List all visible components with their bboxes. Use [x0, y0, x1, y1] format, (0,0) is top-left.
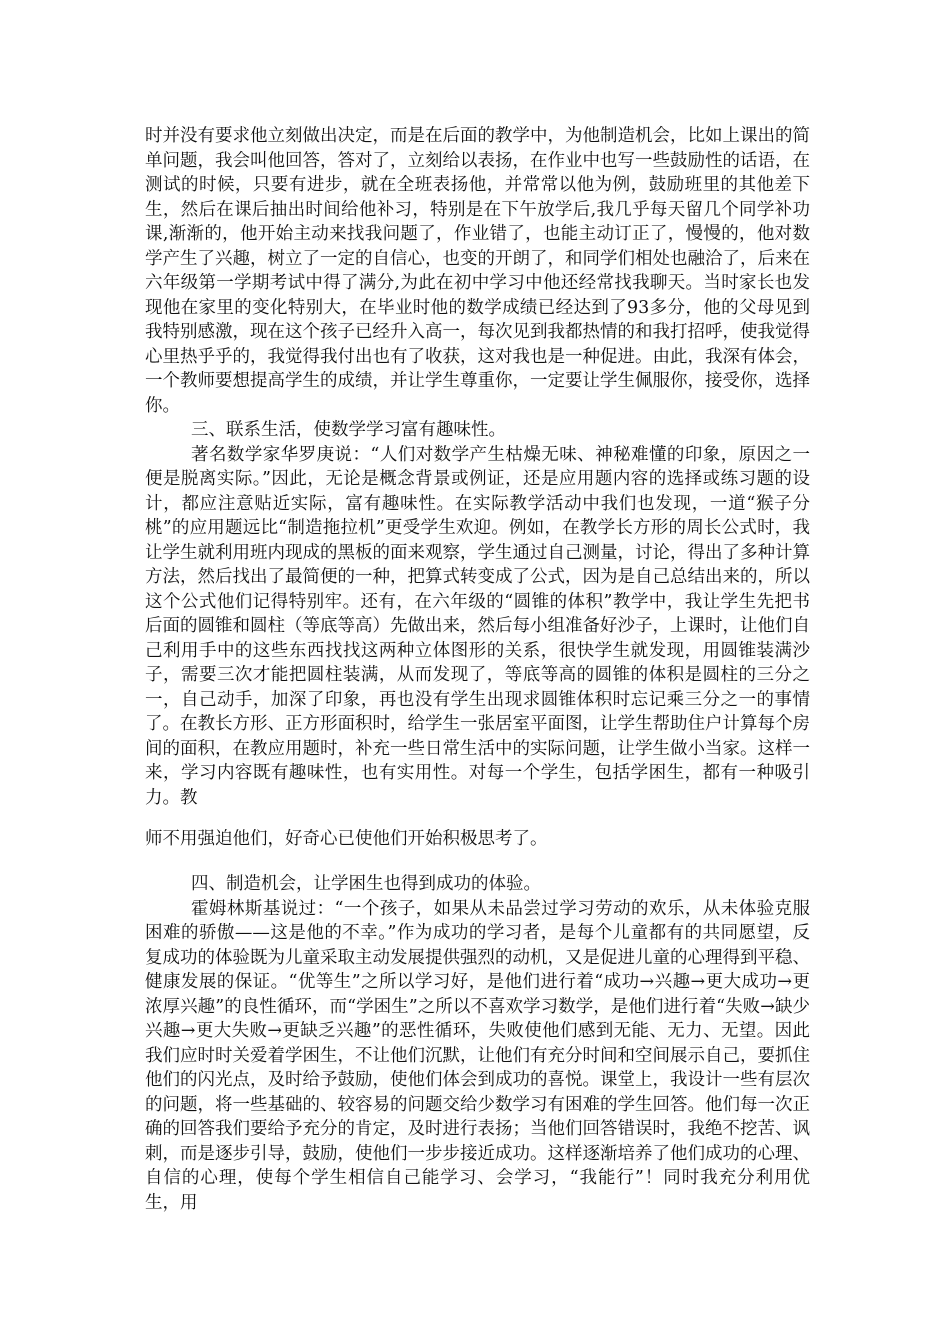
text-block-upper — [145, 124, 810, 810]
paragraph-section-3-end: 师不用强迫他们，好奇心已使他们开始积极思考了。 — [145, 829, 548, 849]
paragraph-continuation: 时并没有要求他立刻做出决定，而是在后面的教学中，为他制造机会，比如上课出的简单问题，我会叫他回答，答对了，立刻给以表扬，在作业中也写一些鼓励性的话语，在测试的时候，只要有进步，就在全班表扬他，并常常以他为例，鼓励班里的其他差下生，然后在课后抽出时间给他补习，特别是在下午放学后,我几乎每天留几个同学补功课,渐渐的，他开始主动来找我问题了，作业错了，也能主动订正了，慢慢的，他对数学产生了兴趣，树立了一定的自信心，也变的开朗了，和同学们相处也融洽了，后来在六年级第一学期考试中得了满分,为此在初中学习中他还经常找我聊天。当时家长也发现他在家里的变化特别大，在毕业时他的数学成绩已经达到了93多分，他的父母见到我特别感激，现在这个孩子已经升入高一，每次见到我都热情的和我打招呼，使我觉得心里热乎乎的，我觉得我付出也有了收获，这对我也是一种促进。由此，我深有体会，一个教师要想提高学生的成绩，并让学生尊重你，一定要让学生佩服你，接受你，选择你。 — [145, 126, 810, 416]
section-heading-3: 三、联系生活，使数学学习富有趣味性。 — [191, 420, 506, 440]
section-heading-4: 四、制造机会，让学困生也得到成功的体验。 — [191, 874, 541, 894]
text-block-middle — [145, 827, 810, 852]
paragraph-section-4: 霍姆林斯基说过：“一个孩子，如果从未品尝过学习劳动的欢乐，从未体验克服困难的骄傲——这是他的不幸。”作为成功的学习者，是每个儿童都有的共同愿望，反复成功的体验既为儿童采取主动发展提供强烈的动机，又是促进儿童的心理得到平稳、健康发展的保证。“优等生”之所以学习好，是他们进行着“成功→兴趣→更大成功→更浓厚兴趣”的良性循环，而“学困生”之所以不喜欢学习数学，是他们进行着“失败→缺少兴趣→更大失败→更缺乏兴趣”的恶性循环，失败使他们感到无能、无力、无望。因此我们应时时关爱着学困生，不让他们沉默，让他们有充分时间和空间展示自己，要抓住他们的闪光点，及时给予鼓励，使他们体会到成功的喜悦。课堂上，我设计一些有层次的问题，将一些基础的、较容易的问题交给少数学习有困难的学生回答。他们每一次正确的回答我们要给予充分的肯定，及时进行表扬；当他们回答错误时，我绝不挖苦、讽刺，而是逐步引导，鼓励，使他们一步步接近成功。这样逐渐培养了他们成功的心理、自信的心理，使每个学生相信自己能学习、会学习，“我能行”！同时我充分利用优生，用 — [145, 898, 810, 1213]
text-block-lower — [145, 872, 810, 1215]
paragraph-section-3: 著名数学家华罗庚说：“人们对数学产生枯燥无味、神秘难懂的印象，原因之一便是脱离实际。”因此，无论是概念背景或例证，还是应用题内容的选择或练习题的设计，都应注意贴近实际，富有趣味性。在实际教学活动中我们也发现，一道“猴子分桃”的应用题远比“制造拖拉机”更受学生欢迎。例如，在教学长方形的周长公式时，我让学生就利用班内现成的黑板的面来观察，学生通过自己测量，讨论，得出了多种计算方法，然后找出了最简便的一种，把算式转变成了公式，因为是自己总结出来的，所以这个公式他们记得特别牢。还有，在六年级的“圆锥的体积”教学中，我让学生先把书后面的圆锥和圆柱（等底等高）先做出来，然后每小组准备好沙子，上课时，让他们自己利用手中的这些东西找找这两种立体图形的关系，很快学生就发现，用圆锥装满沙子，需要三次才能把圆柱装满，从而发现了，等底等高的圆锥的体积是圆柱的三分之一，自己动手，加深了印象，再也没有学生出现求圆锥体积时忘记乘三分之一的事情了。在教长方形、正方形面积时，给学生一张居室平面图，让学生帮助住户计算每个房间的面积，在教应用题时，补充一些日常生活中的实际问题，让学生做小当家。这样一来，学习内容既有趣味性，也有实用性。对每一个学生，包括学困生，都有一种吸引力。教 — [145, 444, 810, 808]
